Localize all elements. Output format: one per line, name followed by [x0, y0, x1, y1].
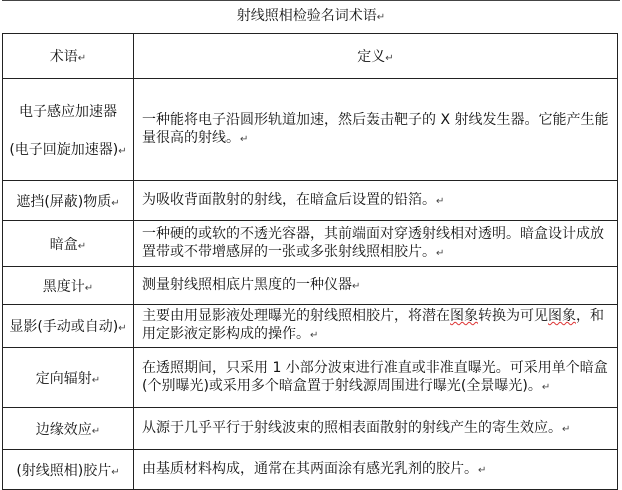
spellcheck-word: 图象: [548, 308, 576, 324]
definition-cell: [134, 267, 618, 305]
definition-text: 一种能将电子沿圆形轨道加速，然后轰击靶子的 X 射线发生器。它能产生能量很高的射线。: [142, 111, 609, 146]
term-subtext: (电子回旋加速器)↵: [9, 141, 127, 158]
definition-text: 从源于几乎平行于射线波束的照相表面散射的射线产生的寄生效应。: [142, 419, 562, 436]
term-cell: [3, 450, 134, 490]
definition-cell: [134, 408, 618, 450]
glossary-table: [2, 33, 618, 490]
definition-text: ，和用定影液定影构成的操作。: [142, 308, 604, 342]
table-row: [3, 181, 618, 221]
term-cell: [3, 305, 134, 348]
definition-text: 主要由用显影液处理曝光的射线照相胶片，将潜在: [142, 308, 450, 324]
definition-cell: [134, 348, 618, 408]
definition-text: 转换为可见: [478, 308, 548, 324]
paragraph-mark: ↵: [91, 374, 101, 386]
paragraph-mark: ↵: [84, 282, 94, 294]
term-text: 电子感应加速器: [19, 103, 117, 120]
table-header-row: [3, 34, 618, 79]
header-definition-label: 定义: [357, 49, 386, 65]
table-row: [3, 305, 618, 348]
term-cell: [3, 221, 134, 267]
term-text: 定向辐射: [35, 370, 92, 387]
definition-text: 一种硬的或软的不透光容器，其前端面对穿透射线相对透明。暗盒设计成放置带或不带增感屏的一张或多张射线照相胶片。: [142, 225, 604, 260]
paragraph-mark: ↵: [240, 133, 249, 145]
paragraph-mark: ↵: [478, 464, 487, 476]
paragraph-mark: ↵: [111, 466, 120, 478]
paragraph-mark: ↵: [352, 280, 361, 292]
table-row: [3, 348, 618, 408]
table-row: [3, 267, 618, 305]
definition-text: 在透照期间，只采用 1 小部分波束进行准直或非准直曝光。可采用单个暗盒(个别曝光)或采用多个暗盒置于射线源周围进行曝光(全景曝光)。: [142, 359, 608, 394]
term-cell: [3, 79, 134, 181]
definition-cell: [134, 450, 618, 490]
paragraph-mark: ↵: [77, 53, 87, 64]
definition-cell: [134, 305, 618, 348]
spellcheck-word: 图象: [450, 308, 478, 324]
paragraph-mark: ↵: [562, 423, 571, 435]
definition-cell: [134, 181, 618, 221]
definition-text: 由基质材料构成，通常在其两面涂有感光乳剂的胶片。: [142, 460, 478, 477]
term-cell: [3, 408, 134, 450]
term-text: (射线照相)胶片: [16, 462, 112, 479]
term-text: 暗盒: [49, 236, 78, 253]
paragraph-mark: ↵: [91, 425, 101, 437]
table-row: [3, 221, 618, 267]
paragraph-mark: ↵: [118, 323, 127, 334]
term-cell: [3, 348, 134, 408]
definition-cell: [134, 221, 618, 267]
paragraph-mark: ↵: [385, 53, 394, 64]
header-term: [3, 34, 134, 79]
definition-text: 为吸收背面散射的射线，在暗盒后设置的铅箔。: [142, 191, 436, 208]
definition-text: 测量射线照相底片黑度的一种仪器: [142, 276, 352, 293]
header-definition: [134, 34, 618, 79]
definition-cell: [134, 79, 618, 181]
paragraph-mark: ↵: [77, 240, 87, 252]
paragraph-mark: ↵: [111, 197, 120, 209]
term-text: 边缘效应: [35, 421, 92, 438]
paragraph-mark: ↵: [310, 330, 319, 341]
paragraph-mark: ↵: [436, 195, 445, 207]
term-cell: [3, 267, 134, 305]
table-row: [3, 450, 618, 490]
term-text: 遮挡(屏蔽)物质: [16, 193, 112, 210]
header-term-label: 术语: [49, 49, 78, 65]
term-text: 黑度计: [42, 278, 85, 295]
document-title: [2, 0, 620, 34]
paragraph-mark: ↵: [541, 381, 551, 393]
term-text: 显影(手动或自动): [9, 319, 119, 335]
table-row: [3, 408, 618, 450]
paragraph-mark: ↵: [436, 247, 445, 259]
table-row: [3, 79, 618, 181]
paragraph-mark: ↵: [376, 12, 386, 23]
term-cell: [3, 181, 134, 221]
title-text: 射线照相检验名词术语: [236, 8, 377, 24]
